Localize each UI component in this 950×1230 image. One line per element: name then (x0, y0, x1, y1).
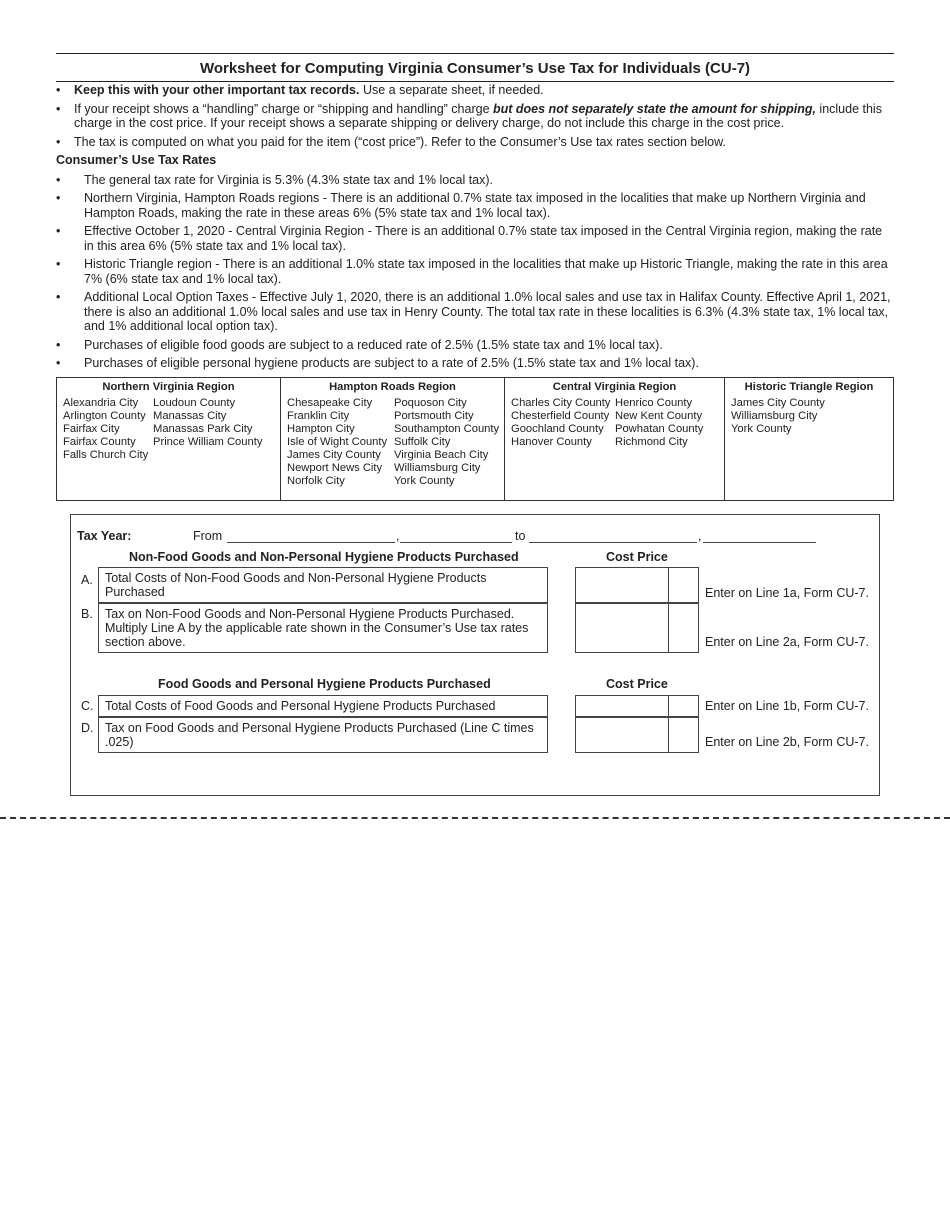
line-a-amount-field[interactable] (575, 567, 699, 603)
locality-name: Chesapeake City (287, 397, 373, 409)
bullet-shipping-a: If your receipt shows a “handling” charge or “shipping and handling” charge (74, 101, 493, 116)
region-column (511, 397, 615, 449)
bullet-icon: • (56, 337, 61, 352)
instructions (56, 83, 894, 375)
locality-name: Fairfax City (63, 423, 120, 435)
page-title: Worksheet for Computing Virginia Consumer’s Use Tax for Individuals (CU-7) (199, 60, 751, 77)
cut-line (0, 817, 950, 819)
rate-item (56, 257, 894, 286)
tax-year-label: Tax Year: (77, 529, 132, 543)
section-food-heading: Food Goods and Personal Hygiene Products Purchased (158, 677, 491, 691)
region-heading: Central Virginia Region (552, 381, 677, 393)
locality-name: Fairfax County (63, 436, 136, 448)
bullet-records (56, 83, 894, 98)
bullet-records-rest: Use a separate sheet, if needed. (359, 83, 544, 97)
region-column (394, 397, 499, 488)
line-c-instruction: Enter on Line 1b, Form CU-7. (705, 699, 869, 713)
locality-name: Southampton County (394, 423, 500, 435)
locality-name: York County (394, 475, 455, 487)
line-d-description: Tax on Food Goods and Personal Hygiene Products Purchased (Line C times .025) (98, 717, 548, 753)
region-column (287, 397, 394, 488)
bullet-shipping-c: include this charge in the cost price. If your receipt shows a separate shipping or delivery charge, do not include this charge in the cost price. (74, 101, 882, 130)
rate-text: Purchases of eligible personal hygiene products are subject to a rate of 2.5% (1.5% state tax and 1% local tax). (84, 356, 699, 370)
rates-heading: Consumer’s Use Tax Rates (56, 153, 217, 167)
bullet-records-lead: Keep this with your other important tax records. (74, 83, 360, 97)
locality-name: Charles City County (511, 397, 611, 409)
line-b-description: Tax on Non-Food Goods and Non-Personal Hygiene Products Purchased. Multiply Line A by the applicable rate shown in the Consumer’s Use tax rates section above. (98, 603, 548, 653)
locality-name: Hampton City (287, 423, 355, 435)
from-year-field[interactable] (400, 542, 512, 543)
rate-item (56, 191, 894, 220)
locality-name: Suffolk City (394, 436, 451, 448)
line-letter: A. (81, 573, 93, 587)
bullet-cost-price (56, 135, 894, 150)
locality-name: Newport News City (287, 462, 383, 474)
locality-name: James City County (287, 449, 381, 461)
rate-text: Additional Local Option Taxes - Effective July 1, 2020, there is an additional 1.0% local sales and use tax in Halifax County. Effective April 1, 2021, there is also an additional 1.0% local sales and use tax in Henry County. The total tax rate in these localities is 6.3% (4.3% state tax, 1% local tax, and 1% additional local option tax). (84, 290, 891, 333)
locality-name: Portsmouth City (394, 410, 474, 422)
bullet-icon: • (56, 101, 61, 116)
comma: , (698, 529, 702, 543)
region-heading: Hampton Roads Region (329, 381, 456, 393)
region-column (731, 397, 825, 436)
line-d-amount-field[interactable] (575, 717, 699, 753)
section-non-food-heading: Non-Food Goods and Non-Personal Hygiene Products Purchased (129, 550, 519, 564)
bullet-icon: • (56, 224, 61, 238)
line-letter: C. (81, 699, 94, 713)
locality-name: Isle of Wight County (287, 436, 388, 448)
bullet-icon: • (56, 257, 61, 271)
locality-name: Hanover County (511, 436, 592, 448)
locality-name: Henrico County (615, 397, 693, 409)
locality-name: Alexandria City (63, 397, 139, 409)
bullet-cost-price-text: The tax is computed on what you paid for the item (“cost price”). Refer to the Consumer’s Use tax rates section below. (74, 134, 726, 149)
region-hampton-roads (281, 378, 505, 500)
line-c-amount-field[interactable] (575, 695, 699, 717)
region-column (615, 397, 703, 449)
locality-name: Poquoson City (394, 397, 467, 409)
bullet-icon: • (56, 290, 61, 304)
locality-name: Virginia Beach City (394, 449, 489, 461)
region-northern-virginia (57, 378, 281, 500)
line-a-instruction: Enter on Line 1a, Form CU-7. (705, 586, 869, 600)
locality-name: Manassas Park City (153, 423, 253, 435)
region-column (63, 397, 153, 462)
worksheet-form (70, 514, 880, 796)
locality-name: New Kent County (615, 410, 703, 422)
region-central-virginia (505, 378, 725, 500)
bullet-icon: • (56, 83, 61, 97)
locality-name: Falls Church City (63, 449, 149, 461)
rate-text: Effective October 1, 2020 - Central Virginia Region - There is an additional 0.7% state tax imposed in the Central Virginia region, making the rate in this area 6% (5% state tax and 1% local tax). (84, 224, 883, 253)
line-letter: D. (81, 721, 94, 735)
to-date-field[interactable] (529, 542, 697, 543)
locality-name: Prince William County (153, 436, 263, 448)
region-heading: Historic Triangle Region (744, 381, 874, 393)
line-c-description: Total Costs of Food Goods and Personal Hygiene Products Purchased (98, 695, 548, 717)
region-historic-triangle (725, 378, 893, 500)
locality-name: Richmond City (615, 436, 688, 448)
cost-price-heading: Cost Price (606, 550, 668, 564)
title-rule (56, 81, 894, 82)
bullet-shipping-b: but does not separately state the amount for shipping, (493, 101, 816, 116)
locality-name: York County (731, 423, 792, 435)
comma: , (396, 529, 400, 543)
locality-name: Arlington County (63, 410, 146, 422)
locality-name: Williamsburg City (394, 462, 481, 474)
from-date-field[interactable] (227, 542, 395, 543)
line-b-amount-field[interactable] (575, 603, 699, 653)
rate-text: The general tax rate for Virginia is 5.3% (4.3% state tax and 1% local tax). (84, 172, 494, 187)
region-heading: Northern Virginia Region (102, 381, 235, 393)
locality-name: Franklin City (287, 410, 350, 422)
bullet-icon: • (56, 191, 61, 205)
rate-text: Historic Triangle region - There is an additional 1.0% state tax imposed in the localities that make up Historic Triangle, making the rate in this area 7% (6% state tax and 1% local tax). (84, 257, 888, 286)
rates-list (56, 173, 894, 371)
from-label: From (193, 529, 223, 543)
rate-item (56, 224, 894, 253)
line-a-description: Total Costs of Non-Food Goods and Non-Personal Hygiene Products Purchased (98, 567, 548, 603)
top-rule (56, 53, 894, 54)
locality-name: Manassas City (153, 410, 227, 422)
to-label: to (515, 529, 526, 543)
regions-table (56, 377, 894, 501)
to-year-field[interactable] (703, 542, 816, 543)
locality-name: Chesterfield County (511, 410, 610, 422)
rate-item (56, 356, 894, 371)
rate-text: Purchases of eligible food goods are subject to a reduced rate of 2.5% (1.5% state tax and 1% local tax). (84, 337, 663, 352)
cost-price-heading: Cost Price (606, 677, 668, 691)
bullet-shipping (56, 102, 894, 131)
locality-name: Norfolk City (287, 475, 345, 487)
rate-item (56, 338, 894, 353)
locality-name: Loudoun County (153, 397, 236, 409)
locality-name: Powhatan County (615, 423, 704, 435)
bullet-icon: • (56, 134, 61, 149)
rate-item (56, 173, 894, 188)
line-d-instruction: Enter on Line 2b, Form CU-7. (705, 735, 869, 749)
rate-item (56, 290, 894, 334)
locality-name: Williamsburg City (731, 410, 818, 422)
region-column (153, 397, 262, 462)
locality-name: James City County (731, 397, 825, 409)
bullet-icon: • (56, 172, 61, 187)
bullet-icon: • (56, 356, 61, 370)
locality-name: Goochland County (511, 423, 604, 435)
rate-text: Northern Virginia, Hampton Roads regions - There is an additional 0.7% state tax imposed in the localities that make up Northern Virginia and Hampton Roads, making the rate in these areas 6% (5% state tax and 1% local tax). (84, 191, 866, 220)
line-letter: B. (81, 607, 93, 621)
line-b-instruction: Enter on Line 2a, Form CU-7. (705, 635, 869, 649)
